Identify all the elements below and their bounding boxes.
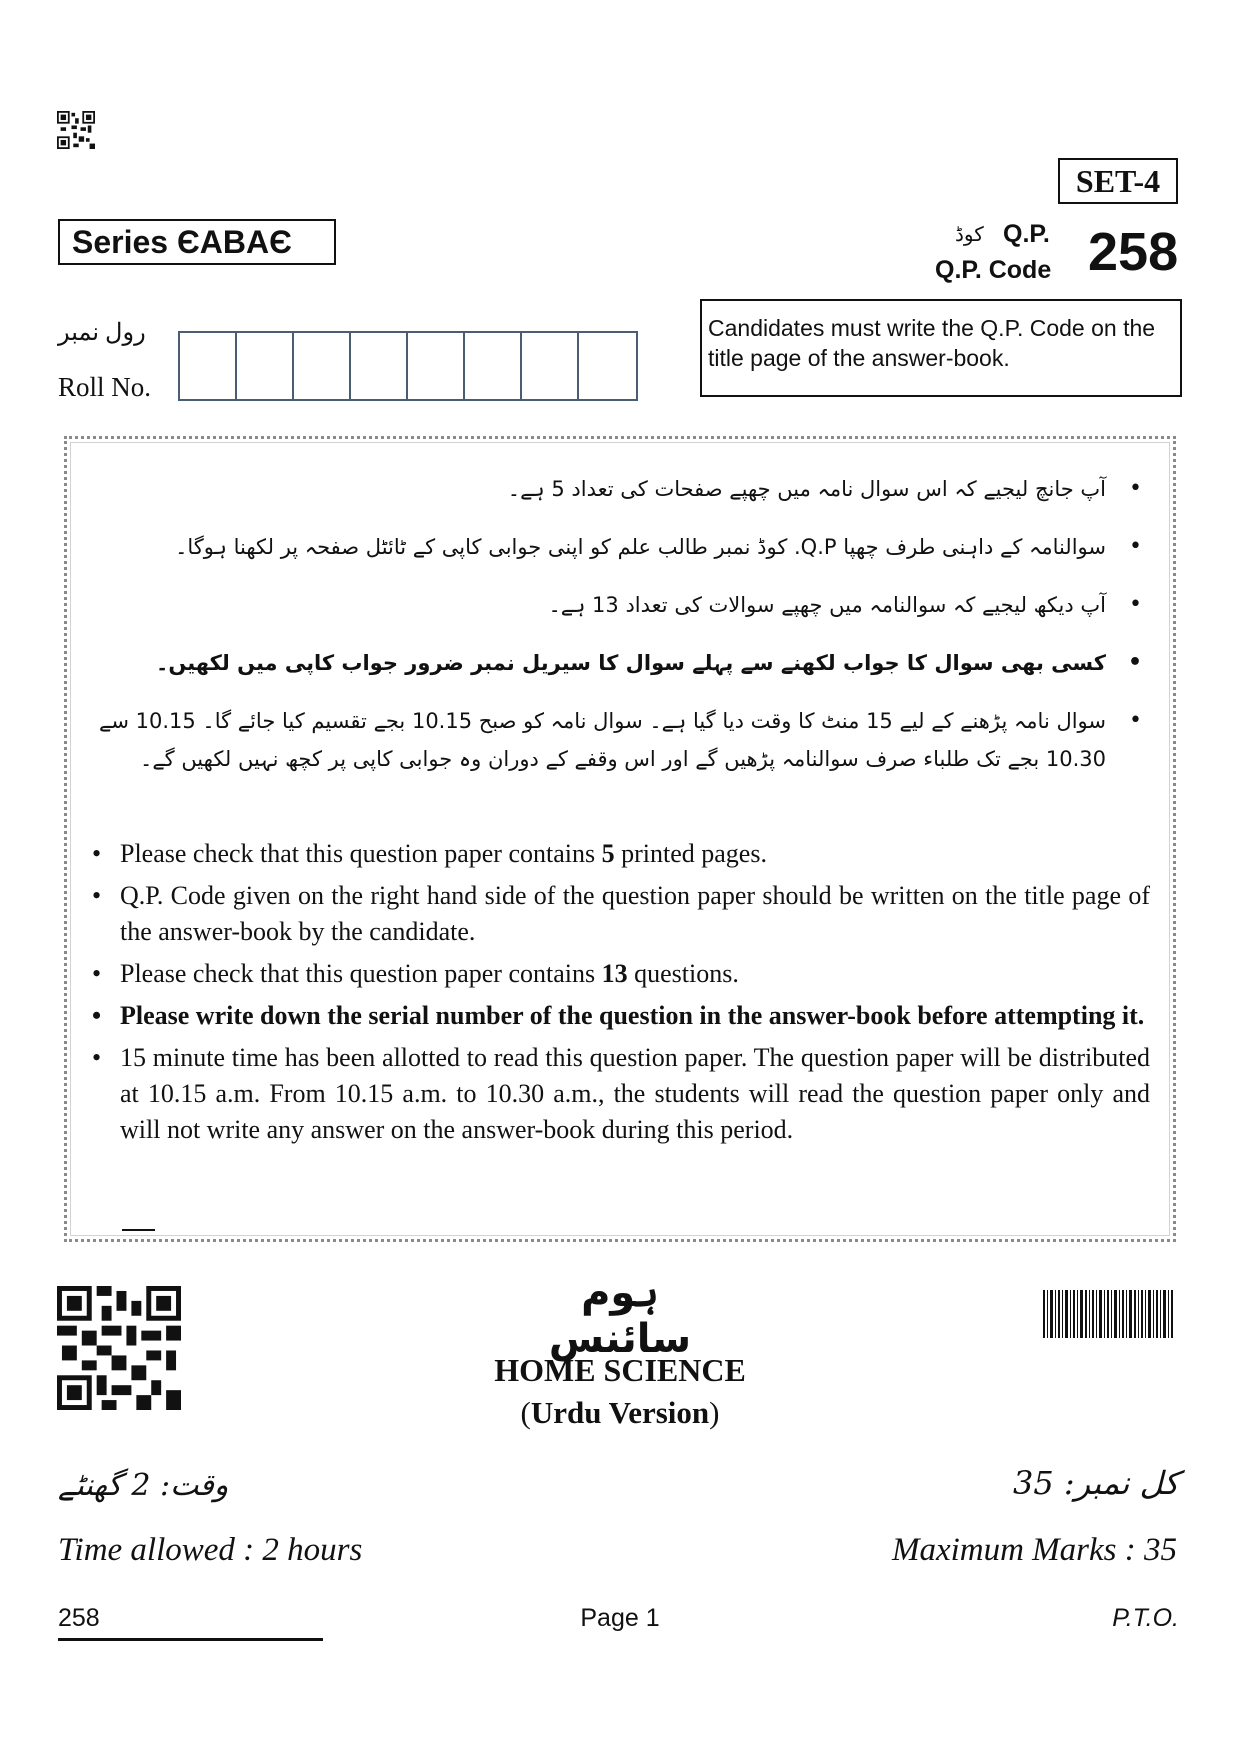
- roll-digit-box[interactable]: [180, 333, 237, 399]
- bullet-icon: •: [92, 839, 102, 868]
- page-count: 5: [601, 839, 615, 868]
- qp-code: 258: [1088, 222, 1179, 282]
- roll-number-boxes[interactable]: [178, 331, 638, 401]
- urdu-instruction-text: سوال نامہ پڑھنے کے لیے 15 منٹ کا وقت دیا گیا ہے۔ سوال نامہ کو صبح 10.15 بجے تقسیم کیا جائے گا۔ 10.15 سے 10.30 بجے تک طلباء صرف سوالنامہ پڑھیں گے اور اس وقفے کے دوران وہ جوابی کاپی پر کچھ نہیں لکھیں گے۔: [99, 709, 1106, 771]
- urdu-instructions: [90, 470, 1150, 798]
- qp-label: Q.P.: [1003, 220, 1050, 248]
- english-instruction-item: [90, 1040, 1150, 1148]
- candidate-note: Candidates must write the Q.P. Code on the title page of the answer-book.: [700, 299, 1182, 397]
- urdu-instruction-text: کسی بھی سوال کا جواب لکھنے سے پہلے سوال کا سیریل نمبر ضرور جواب کاپی میں لکھیں۔: [156, 651, 1106, 675]
- roll-digit-box[interactable]: [294, 333, 351, 399]
- marks-urdu: کل نمبر: 35: [1012, 1464, 1179, 1502]
- urdu-instruction-text: آپ جانچ لیجیے کہ اس سوال نامہ میں چھپے صفحات کی تعداد 5 ہے۔: [507, 477, 1106, 501]
- urdu-instruction-text: سوالنامہ کے داہنی طرف چھپا Q.P. کوڈ نمبر طالب علم کو اپنی جوابی کاپی کے ٹائٹل صفحہ پر لکھنا ہوگا۔: [175, 535, 1106, 559]
- subject-version: [420, 1395, 820, 1431]
- version-close: ): [709, 1395, 720, 1430]
- qp-urdu-label: کوڈ: [955, 224, 984, 246]
- bullet-icon: •: [1129, 534, 1142, 559]
- instruction-text: Please check that this question paper contains: [120, 839, 602, 868]
- instruction-text: Q.P. Code given on the right hand side of the question paper should be written on the title page of the answer-book by the candidate.: [120, 881, 1150, 946]
- footer-line: [58, 1638, 323, 1641]
- roll-urdu-label: رول نمبر: [58, 320, 146, 346]
- time-allowed: Time allowed : 2 hours: [58, 1532, 363, 1568]
- bullet-icon: •: [92, 1043, 102, 1072]
- set-label: SET-4: [1058, 158, 1178, 204]
- subject-title: HOME SCIENCE: [494, 1352, 746, 1388]
- urdu-instruction-item: [90, 644, 1150, 682]
- roll-digit-box[interactable]: [237, 333, 294, 399]
- urdu-instruction-item: [90, 702, 1150, 778]
- maximum-marks: Maximum Marks : 35: [891, 1532, 1177, 1568]
- roll-digit-box[interactable]: [408, 333, 465, 399]
- english-instructions: [90, 836, 1150, 1154]
- roll-digit-box[interactable]: [351, 333, 408, 399]
- page-number: Page 1: [580, 1604, 660, 1632]
- bullet-icon: •: [92, 1001, 102, 1030]
- bullet-icon: •: [92, 881, 102, 910]
- instruction-text: Please check that this question paper contains: [120, 959, 602, 988]
- roll-label: Roll No.: [58, 372, 152, 402]
- instruction-text: printed pages.: [614, 839, 767, 868]
- version-text: Urdu Version: [530, 1395, 710, 1430]
- english-instruction-item: [90, 998, 1150, 1034]
- urdu-instruction-text: آپ دیکھ لیجیے کہ سوالنامہ میں چھپے سوالات کی تعداد 13 ہے۔: [548, 593, 1106, 617]
- bullet-icon: •: [1129, 708, 1142, 733]
- bullet-icon: •: [1129, 592, 1142, 617]
- instruction-text: 15 minute time has been allotted to read this question paper. The question paper will be distributed at 10.15 a.m. From 10.15 a.m. to 10.30 a.m., the students will read the question paper only and will not write any answer on the answer-book during this period.: [120, 1043, 1150, 1144]
- urdu-instruction-item: [90, 586, 1150, 624]
- roll-digit-box[interactable]: [465, 333, 522, 399]
- english-instruction-item: [90, 836, 1150, 872]
- english-instruction-item: [90, 956, 1150, 992]
- small-qr-code-icon: [57, 111, 95, 149]
- bullet-icon: •: [1129, 476, 1142, 501]
- english-instruction-item: [90, 878, 1150, 950]
- roll-digit-box[interactable]: [579, 333, 636, 399]
- time-urdu: وقت: 2 گھنٹے: [58, 1468, 229, 1503]
- instruction-text: Please write down the serial number of the question in the answer-book before attempting it.: [120, 1001, 1145, 1030]
- qr-code-icon: [57, 1286, 181, 1410]
- bullet-icon: •: [1127, 650, 1142, 675]
- urdu-instruction-item: [90, 470, 1150, 508]
- question-count: 13: [601, 959, 628, 988]
- roll-digit-box[interactable]: [522, 333, 579, 399]
- series-label: Series ЄABAЄ: [58, 219, 336, 265]
- pto-label: P.T.O.: [1112, 1604, 1179, 1632]
- instruction-text: questions.: [627, 959, 739, 988]
- urdu-instruction-item: [90, 528, 1150, 566]
- subject-urdu-title: ہوم سائنس: [548, 1270, 692, 1362]
- divider-mark: [122, 1229, 155, 1231]
- version-open: (: [520, 1395, 531, 1430]
- qp-code-label: Q.P. Code: [935, 256, 1052, 284]
- footer-code: 258: [58, 1604, 100, 1632]
- bullet-icon: •: [92, 959, 102, 988]
- barcode-icon: [1043, 1290, 1173, 1338]
